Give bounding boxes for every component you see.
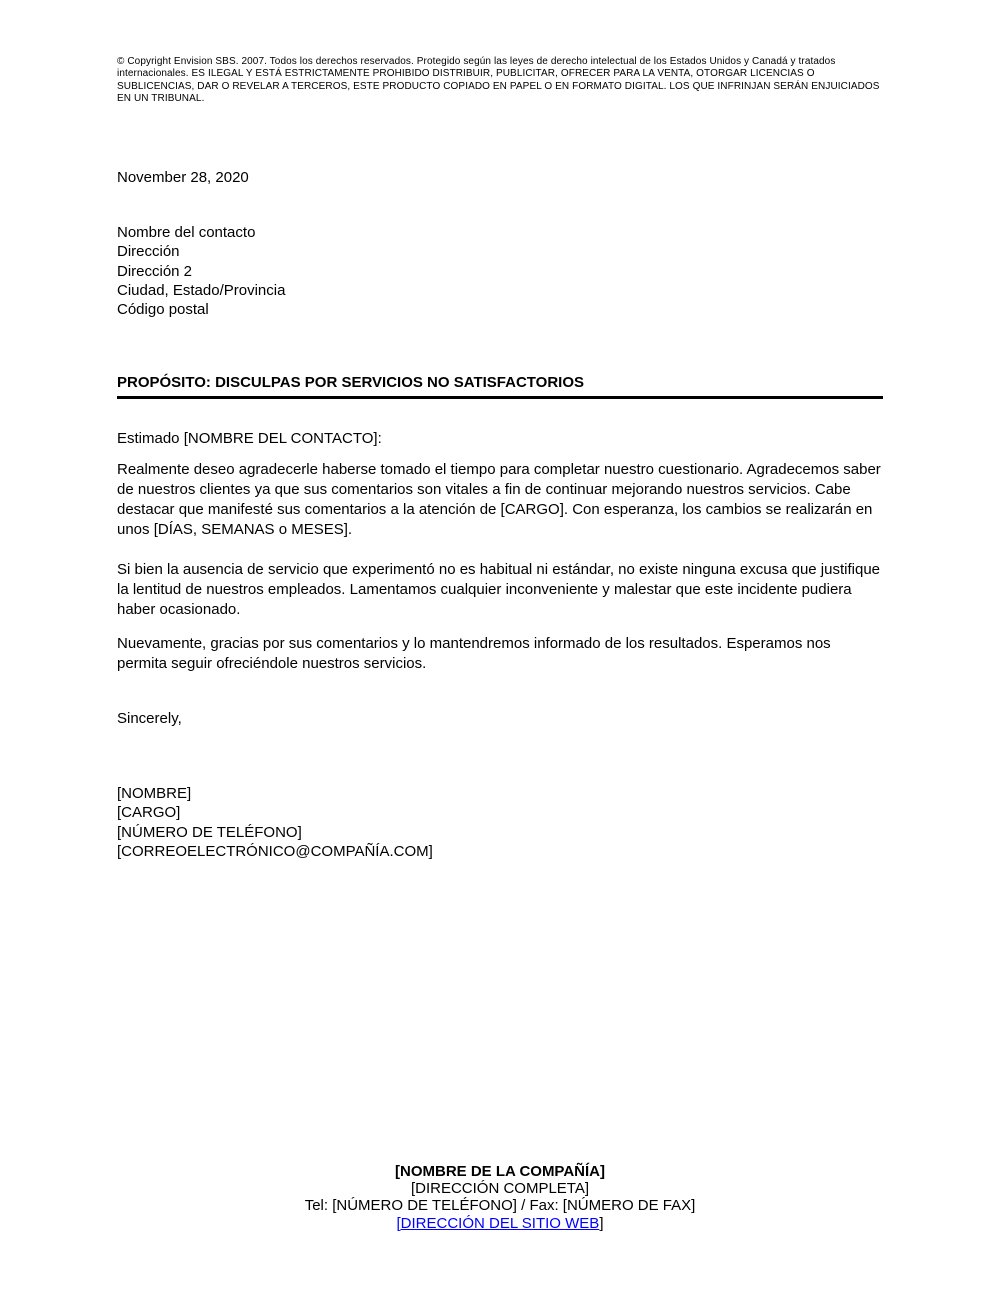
recipient-postal-code: Código postal [117, 301, 209, 319]
signature-title: [CARGO] [117, 804, 181, 822]
website-closing-bracket: ] [599, 1214, 604, 1232]
recipient-address-line-1: Dirección [117, 243, 180, 261]
signature-block [117, 784, 883, 861]
subject-heading: PROPÓSITO: DISCULPAS POR SERVICIOS NO SATISFACTORIOS [117, 374, 585, 391]
letter-date: November 28, 2020 [117, 169, 249, 186]
website-link[interactable]: [DIRECCIÓN DEL SITIO WEB [396, 1214, 600, 1232]
company-footer [0, 1163, 1000, 1232]
recipient-address-line-2: Dirección 2 [117, 262, 193, 280]
footer-company-address: [DIRECCIÓN COMPLETA] [410, 1180, 590, 1198]
recipient-name: Nombre del contacto [117, 224, 256, 241]
signature-name: [NOMBRE] [117, 785, 192, 802]
body-paragraph-2: Si bien la ausencia de servicio que experimentó no es habitual ni estándar, no existe ninguna excusa que justifique la lentitud de nuestros empleados. Lamentamos cualquier inconveniente y malestar que este incidente pudiera haber ocasionado. [117, 561, 881, 618]
body-paragraph-3: Nuevamente, gracias por sus comentarios y lo mantendremos informado de los resultados. Esperamos nos permita seguir ofreciéndole nuestros servicios. [117, 635, 831, 672]
recipient-city-state: Ciudad, Estado/Provincia [117, 281, 286, 299]
copyright-notice: © Copyright Envision SBS. 2007. Todos los derechos reservados. Protegido según las leyes de derecho intelectual de los Estados Unidos y Canadá y tratados internacionales. ES ILEGAL Y ESTÁ ESTRICTAMENTE PROHIBIDO DISTRIBUIR, PUBLICITAR, OFRECER PARA LA VENTA, OTORGAR LICENCIAS O SUBLICENCIAS, DAR O REVELAR A TERCEROS, ESTE PRODUCTO COPIADO EN PAPEL O EN FORMATO DIGITAL. LOS QUE INFRINJAN SERÁN ENJUICIADOS EN UN TRIBUNAL. [117, 56, 880, 104]
signature-phone: [NÚMERO DE TELÉFONO] [117, 823, 302, 841]
signature-email: [CORREOELECTRÓNICO@COMPAÑÍA.COM] [117, 842, 433, 860]
salutation: Estimado [NOMBRE DEL CONTACTO]: [117, 430, 382, 447]
body-paragraph-1: Realmente deseo agradecerle haberse tomado el tiempo para completar nuestro cuestionario. Agradecemos saber de nuestros clientes ya que sus comentarios son vitales a fin de continuar mejorando nuestros servicios. Cabe destacar que manifesté sus comentarios a la atención de [CARGO]. Con esperanza, los cambios se realizarán en unos [DÍAS, SEMANAS o MESES]. [117, 461, 881, 538]
footer-website-line [0, 1215, 1000, 1232]
closing-salutation: Sincerely, [117, 710, 182, 727]
recipient-block [117, 223, 883, 319]
horizontal-rule [117, 396, 883, 399]
footer-phone-fax: Tel: [NÚMERO DE TELÉFONO] / Fax: [NÚMERO DE FAX] [304, 1197, 696, 1215]
footer-company-name: [NOMBRE DE LA COMPAÑÍA] [395, 1163, 605, 1180]
